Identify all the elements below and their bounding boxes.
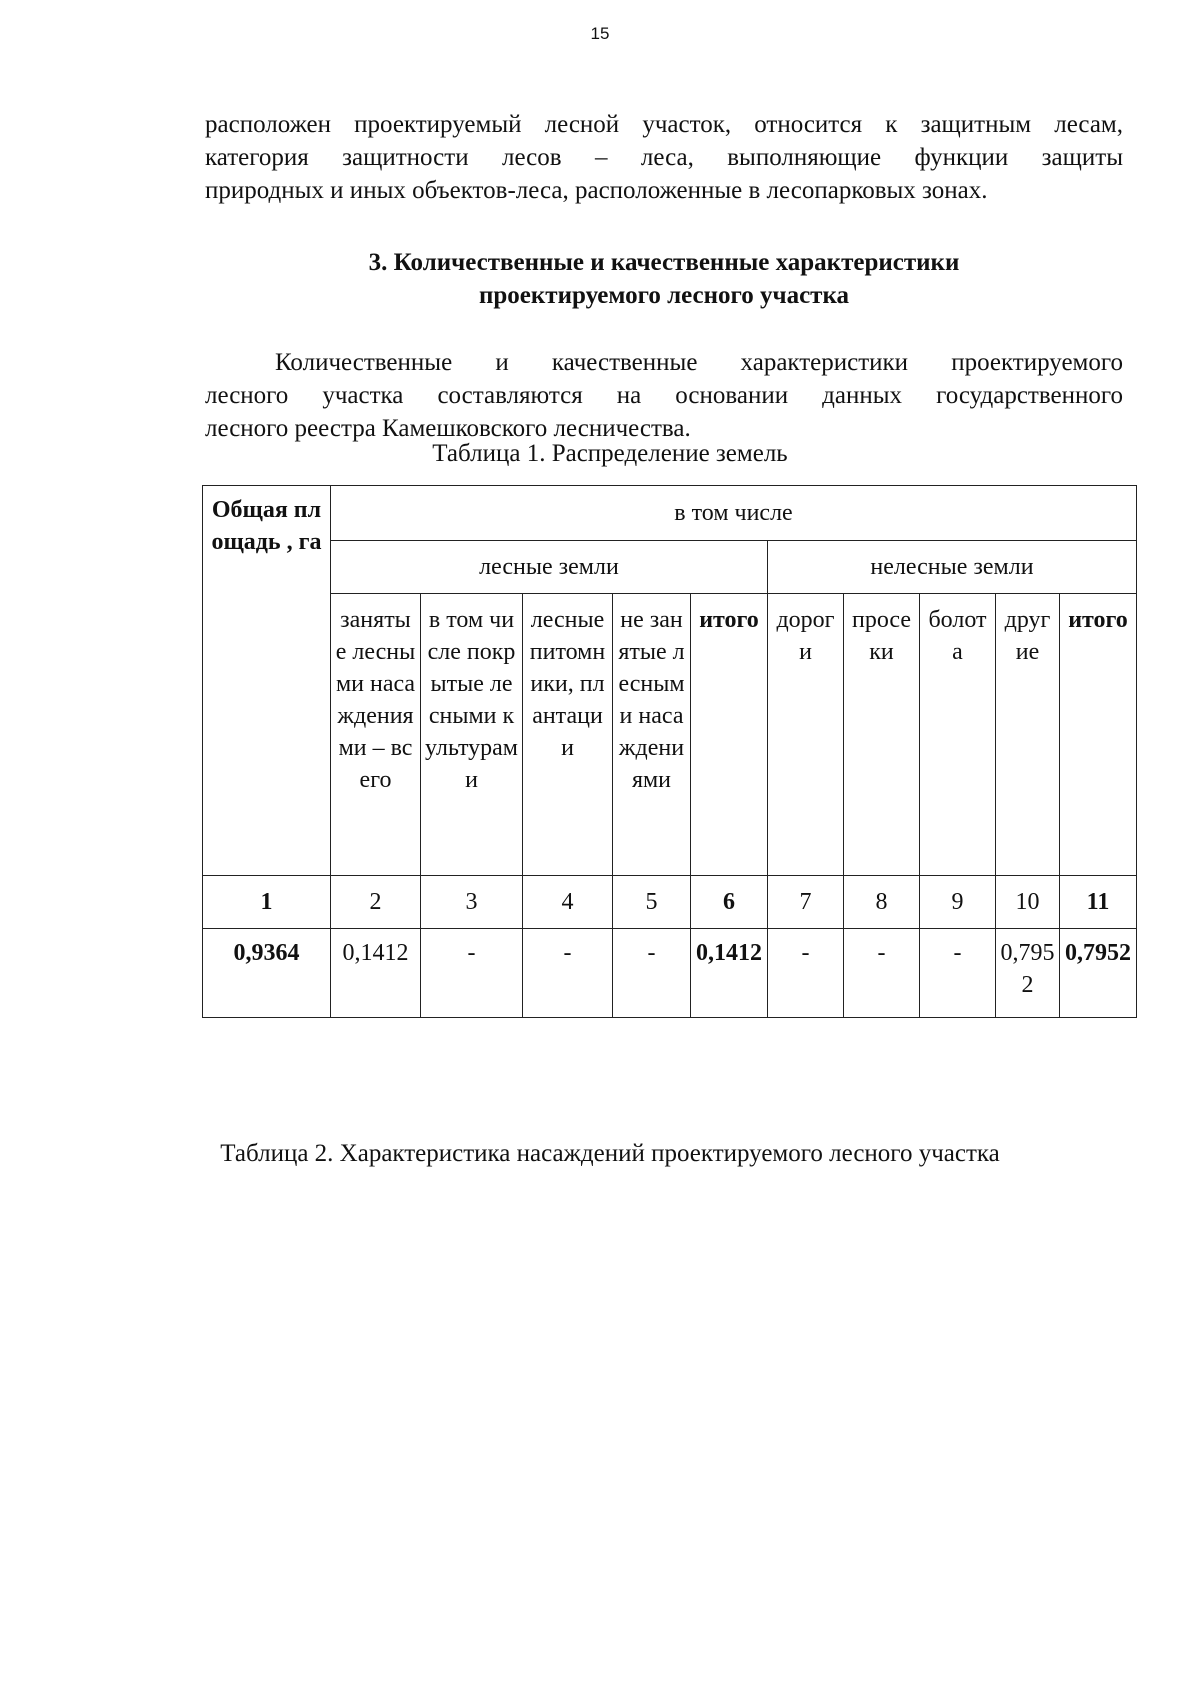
index-cell: 5 bbox=[613, 876, 691, 929]
section-paragraph-line-1: Количественные и качественные характеристики проектируемого bbox=[275, 349, 1123, 376]
index-cell: 9 bbox=[920, 876, 996, 929]
value-cell-forest-total: 0,1412 bbox=[691, 929, 768, 1018]
total-area-header: Общая площадь , га bbox=[203, 486, 331, 876]
section-paragraph-line-3: лесного реестра Камешковского лесничества. bbox=[205, 415, 691, 442]
section-paragraph bbox=[205, 346, 1123, 445]
col-header-clearings: просеки bbox=[844, 594, 920, 876]
value-cell-total-area: 0,9364 bbox=[203, 929, 331, 1018]
index-cell: 4 bbox=[523, 876, 613, 929]
value-cell: - bbox=[613, 929, 691, 1018]
col-header-other: другие bbox=[996, 594, 1060, 876]
col-header-cultures: в том числе покрытые лесными культурами bbox=[421, 594, 523, 876]
section-heading bbox=[205, 246, 1123, 312]
table2-caption: Таблица 2. Характеристика насаждений проектируемого лесного участка bbox=[220, 1140, 1000, 1167]
including-header: в том числе bbox=[331, 486, 1137, 541]
page-number: 15 bbox=[590, 24, 610, 43]
col-header-occupied: занятые лесными насаждениями – всего bbox=[331, 594, 421, 876]
index-cell: 3 bbox=[421, 876, 523, 929]
col-header-nonforest-total: итого bbox=[1060, 594, 1137, 876]
intro-line-3: природных и иных объектов-леса, расположенные в лесопарковых зонах. bbox=[205, 177, 988, 204]
index-cell: 2 bbox=[331, 876, 421, 929]
section-heading-line-2: проектируемого лесного участка bbox=[479, 282, 849, 309]
value-cell: - bbox=[523, 929, 613, 1018]
nonforest-lands-header: нелесные земли bbox=[768, 541, 1137, 594]
value-cell: 0,7952 bbox=[996, 929, 1060, 1018]
value-cell: - bbox=[421, 929, 523, 1018]
value-cell-nonforest-total: 0,7952 bbox=[1060, 929, 1137, 1018]
index-cell: 11 bbox=[1060, 876, 1137, 929]
col-header-nurseries: лесные питомники, плантации bbox=[523, 594, 613, 876]
intro-line-1: расположен проектируемый лесной участок, относится к защитным лесам, bbox=[205, 111, 1123, 138]
value-cell: - bbox=[768, 929, 844, 1018]
intro-line-2: категория защитности лесов – леса, выполняющие функции защиты bbox=[205, 144, 1123, 171]
value-cell: - bbox=[920, 929, 996, 1018]
section-heading-line-1: 3. Количественные и качественные характеристики bbox=[368, 249, 960, 276]
land-distribution-table bbox=[202, 485, 1137, 1018]
col-header-swamps: болота bbox=[920, 594, 996, 876]
value-cell: - bbox=[844, 929, 920, 1018]
index-cell: 10 bbox=[996, 876, 1060, 929]
col-header-roads: дороги bbox=[768, 594, 844, 876]
index-cell: 1 bbox=[203, 876, 331, 929]
col-header-unoccupied: не занятые лесными насаждениями bbox=[613, 594, 691, 876]
section-paragraph-line-2: лесного участка составляются на основании данных государственного bbox=[205, 382, 1123, 409]
forest-lands-header: лесные земли bbox=[331, 541, 768, 594]
index-cell: 6 bbox=[691, 876, 768, 929]
intro-paragraph bbox=[205, 108, 1123, 207]
index-cell: 7 bbox=[768, 876, 844, 929]
value-cell: 0,1412 bbox=[331, 929, 421, 1018]
index-cell: 8 bbox=[844, 876, 920, 929]
table1-caption: Таблица 1. Распределение земель bbox=[432, 440, 788, 467]
col-header-forest-total: итого bbox=[691, 594, 768, 876]
